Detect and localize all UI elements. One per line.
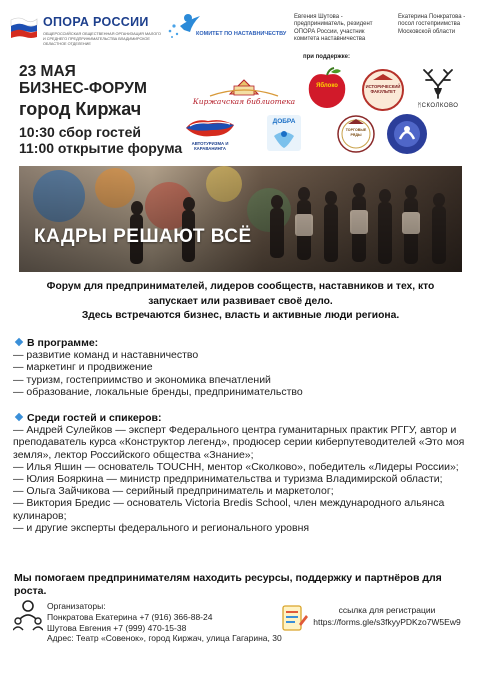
partner-podmoskovie-logo: [386, 113, 428, 155]
partner-deer-logo: [412, 68, 464, 112]
guest-item: — Андрей Сулейков — эксперт Федерального центра гуманитарных практик РГГУ, автор и: [13, 424, 457, 437]
help-statement: [14, 572, 454, 598]
guest-item: — Юлия Бояркина — министр предпринимательства и туризма Владимирской области;: [13, 473, 443, 486]
guest-item: — Илья Яшин — основатель TOUCHH, ментор «Сколково», победитель «Лидеры России»;: [13, 460, 459, 473]
diamond-bullet-icon: [15, 338, 23, 346]
apple-icon: [303, 67, 351, 111]
program-heading-row: [13, 337, 468, 349]
guest-item: преподаватель курса «Конструктор легенд», продюсер серии киберпутеводителей «Это моя: [13, 436, 465, 449]
komitet-logo: [166, 12, 287, 42]
guest-item: — и другие эксперты федерального и регионального уровня: [13, 521, 310, 534]
registration-form-icon: [279, 604, 309, 632]
person-note-shutova: Евгения Шутова - предприниматель, резидент ОПОРА России, участник комитета наставничества: [294, 14, 373, 42]
russia-map-icon: [182, 116, 238, 142]
partner-apple-logo: [303, 67, 351, 111]
guest-item: — Ольга Зайчикова — серийный предприниматель и маркетолог;: [13, 485, 334, 498]
history-label: ИСТОРИЧЕСКИЙ ФАКУЛЬТЕТ: [365, 84, 401, 94]
intro-line: запускает или развивает своё дело.: [148, 295, 333, 307]
intro-line: Форум для предпринимателей, лидеров сообществ, наставников и тех, кто: [46, 281, 435, 292]
russia-flag-icon: [9, 14, 39, 40]
komitet-label: КОМИТЕТ ПО НАСТАВНИЧЕСТВУ: [196, 31, 287, 37]
deer-label: ᛗСКОЛКОВО: [417, 103, 459, 109]
support-label: при поддержке:: [303, 54, 350, 60]
registration-block: [312, 605, 462, 628]
intro-text: [19, 280, 462, 324]
guest-item: кулинаров;: [13, 509, 67, 522]
diamond-bullet-icon: [15, 413, 23, 421]
registration-label: ссылка для регистрации: [338, 605, 436, 615]
event-kind: БИЗНЕС-ФОРУМ: [19, 80, 147, 97]
program-item: — развитие команд и наставничество: [13, 349, 199, 362]
organizer-ponkratova: Понкратова Екатерина +7 (916) 366-88-24: [47, 611, 213, 622]
guest-item: земля», лектор Российского общества «Знание»;: [13, 448, 254, 461]
guest-item: — Виктория Бредис — основатель Victoria Bredis School, член международного альянса: [13, 497, 445, 510]
organizers-contacts: [47, 601, 282, 644]
event-time-gathering: 10:30 сбор гостей: [19, 124, 141, 140]
event-address: Адрес: Театр «Совенок», город Киржач, улица Гагарина, 30: [47, 633, 282, 644]
partner-history-logo: [360, 68, 406, 112]
guests-heading-row: [13, 412, 468, 424]
event-city: город Киржач: [19, 99, 142, 119]
event-header: [19, 64, 182, 156]
auto-label: АВТОТУРИЗМА И КАРАВАНИНГА: [191, 141, 229, 151]
opora-subtitle: ОБЩЕРОССИЙСКАЯ ОБЩЕСТВЕННАЯ ОРГАНИЗАЦИЯ МАЛОГО И СРЕДНЕГО ПРЕДПРИНИМАТЕЛЬСТВА ВЛАДИМИРСКОЕ ОБЛАСТНОЕ ОТДЕЛЕНИЕ: [43, 32, 161, 46]
registration-link[interactable]: https://forms.gle/s3fkyyPDKzo7W5Ew9: [313, 616, 461, 627]
event-date: 23 МАЯ: [19, 63, 76, 80]
program-section: [13, 337, 468, 398]
apple-label: Яблоко: [316, 83, 338, 89]
hero-photo: [19, 166, 462, 272]
ryad-label: ТОРГОВЫЕ РЯДЫ: [345, 128, 367, 137]
opora-title: ОПОРА РОССИИ: [43, 15, 149, 29]
partner-dobra-logo: [266, 114, 302, 152]
hero-banner: [19, 166, 462, 272]
organizers-label: Организаторы:: [47, 601, 106, 611]
partner-auto-logo: [182, 116, 238, 156]
banner-headline: КАДРЫ РЕШАЮТ ВСЁ: [34, 226, 252, 247]
event-time-opening: 11:00 открытие форума: [19, 140, 183, 156]
guests-heading: Среди гостей и спикеров:: [27, 412, 162, 424]
person-note-ponkratova: Екатерина Понкратова - посол гостеприимства Московской области: [398, 14, 466, 35]
library-building-icon: [190, 74, 298, 98]
round-emblem-icon: [386, 113, 428, 155]
library-label: Киржачская библиотека: [192, 97, 296, 106]
help-line: Мы помогаем предпринимателям находить ресурсы, поддержку и партнёров для: [14, 572, 442, 584]
help-line: роста.: [14, 585, 47, 597]
partner-ryad-logo: [334, 114, 378, 154]
organizers-icon: [13, 599, 43, 631]
guests-section: [13, 412, 468, 534]
opora-rossii-logo: [9, 10, 159, 52]
organizer-shutova: Шутова Евгения +7 (999) 470-15-38: [47, 622, 187, 633]
program-heading: В программе:: [27, 337, 99, 349]
dobra-label: ДОБРА: [272, 118, 296, 125]
intro-line: Здесь встречаются бизнес, власть и активные люди региона.: [81, 310, 400, 321]
program-item: — туризм, гостеприимство и экономика впечатлений: [13, 373, 271, 386]
deer-antlers-icon: [412, 68, 464, 104]
partner-library-logo: [190, 74, 298, 110]
mentoring-person-icon: [166, 12, 287, 42]
program-item: — маркетинг и продвижение: [13, 361, 153, 374]
program-item: — образование, локальные бренды, предпринимательство: [13, 385, 303, 398]
